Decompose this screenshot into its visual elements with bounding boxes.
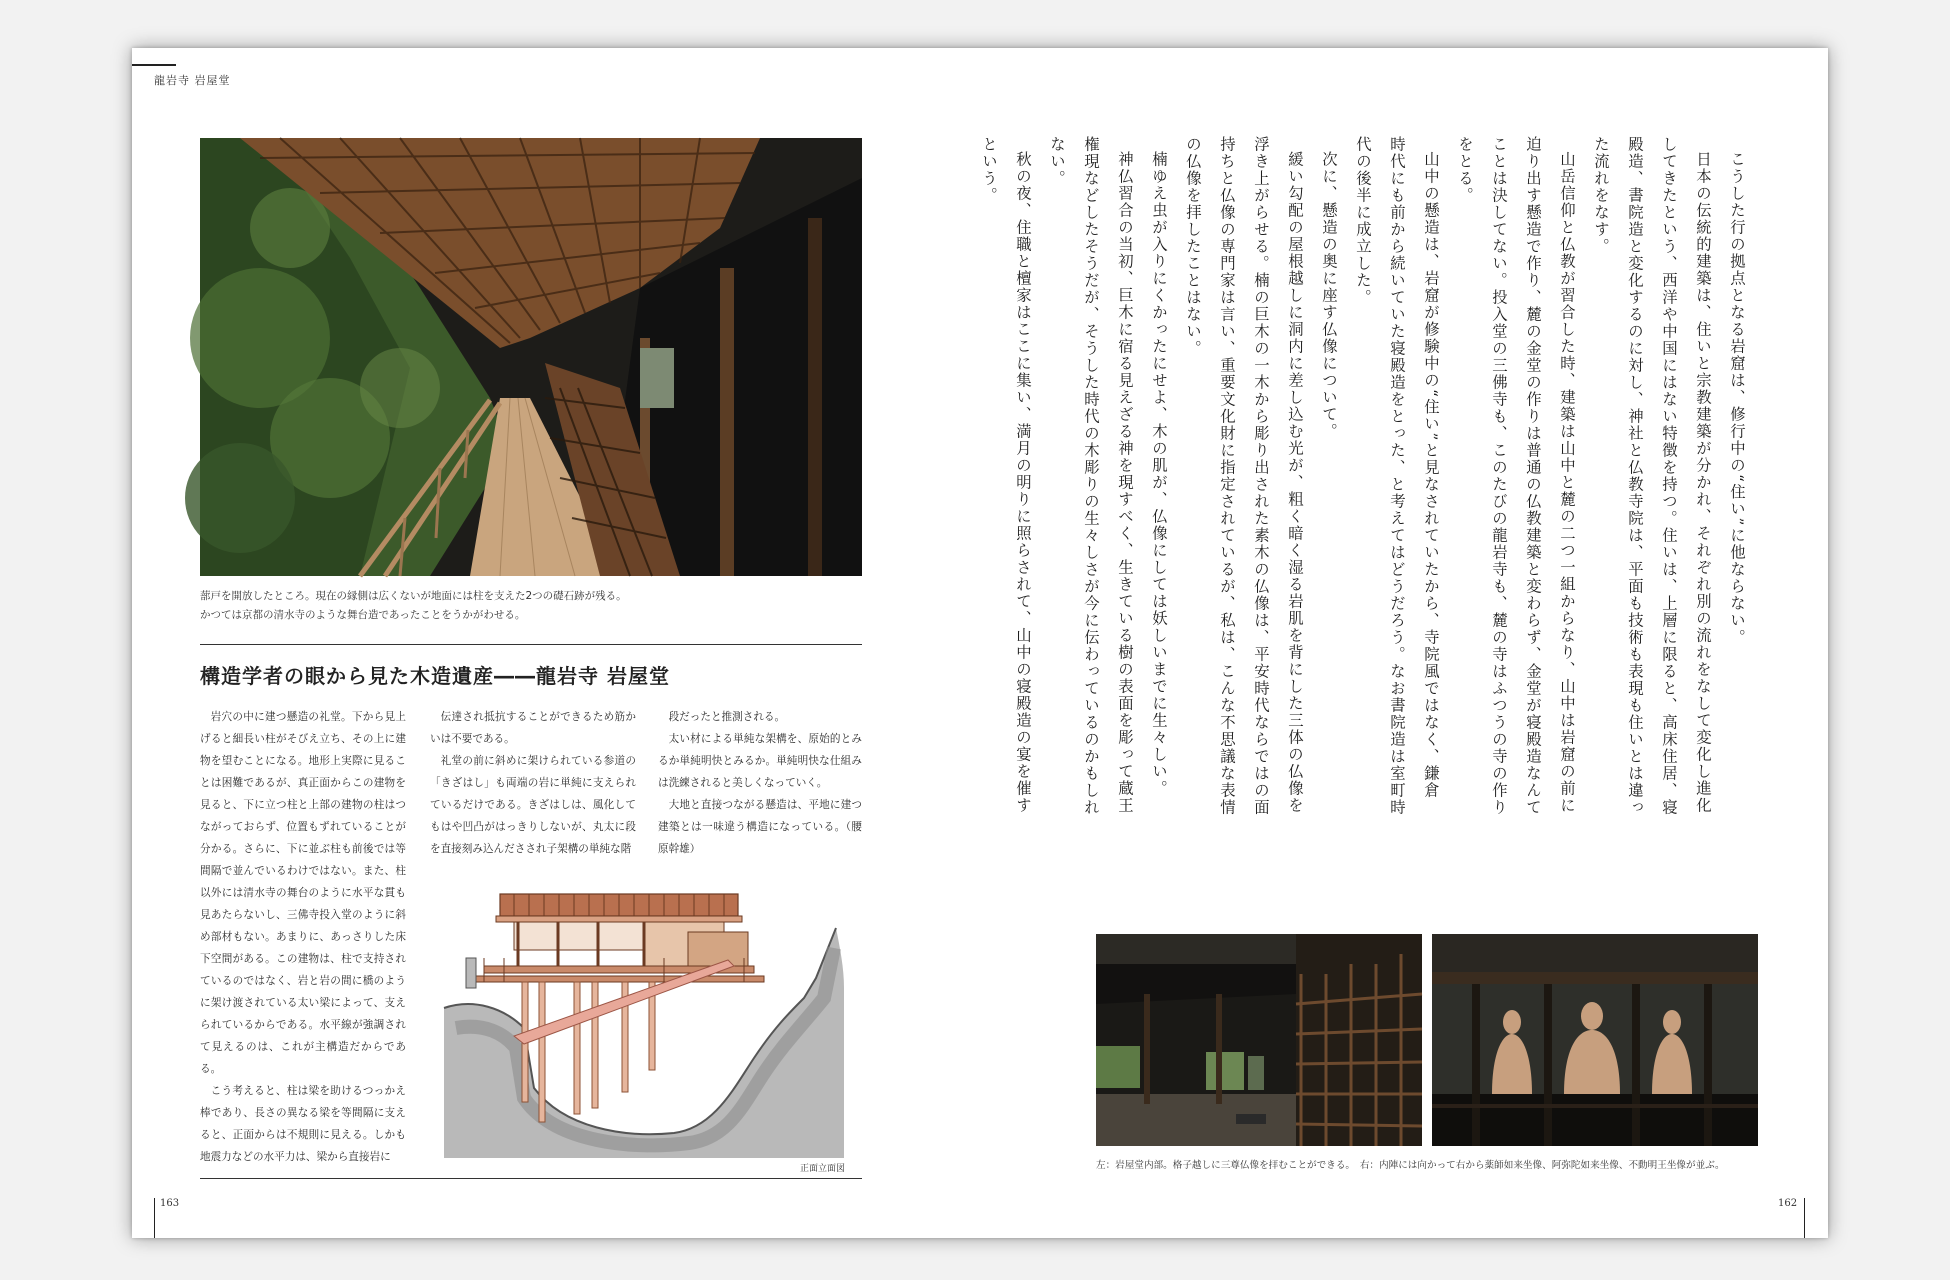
col3-para-2: 太い材による単純な架構を、原始的とみるか単純明快とみるか。単純明快な仕組みは洗練されると美しくなっていく。 bbox=[658, 733, 862, 789]
veranda-photo bbox=[200, 138, 862, 576]
col1-para-1: 岩穴の中に建つ懸造の礼堂。下から見上げると細長い柱がそびえ立ち、その上に建物を望むことになる。地形上実際に見ることは困難であるが、真正面からこの建物を見ると、下に立つ柱と上部の建物の柱はつながっておらず、位置もずれていることが分かる。さらに、下に並ぶ柱も前後では等間隔で並んでいるわけではない。また、柱以外には清水寺の舞台のように水平な貫も見あたらないし、三佛寺投入堂のように斜め部材もない。あまりに、あっさりした床下空間がある。この建物は、柱で支持されているのではなく、岩と岩の間に橋のように架け渡されている太い梁によって、支えられているからである。水平線が強調されて見えるのは、これが主構造だからである。 bbox=[200, 711, 406, 1075]
col2-para-2: 礼堂の前に斜めに架けられている参道の「きざはし」も両端の岩に単純に支えられているだけである。きざはしは、風化してもはや凹凸がはっきりしないが、丸太に段を直接刻み込んださされ子架構の単純な階 bbox=[430, 755, 636, 855]
elevation-diagram bbox=[444, 888, 844, 1158]
left-bottom-rule bbox=[200, 1178, 862, 1179]
magazine-spread bbox=[132, 48, 1828, 1238]
body-column-3 bbox=[658, 706, 862, 860]
vtext-para-8: 神仏習合の当初、巨木に宿る見えざる神を現すべく、生きている樹の表面を彫って蔵王権現などしたそうだが、そうした時代の木彫りの生々しさが今に伝わっているのかもしれない。 bbox=[1048, 136, 1134, 816]
col1-para-2: こう考えると、柱は梁を助けるつっかえ棒であり、長さの異なる梁を等間隔に支えると、正面からは不規則に見える。しかも地震力などの水平力は、梁から直接岩に bbox=[200, 1085, 406, 1163]
left-folio-tick bbox=[154, 1198, 155, 1238]
running-head: 龍岩寺 岩屋堂 bbox=[154, 74, 231, 87]
buddha-statues-photo bbox=[1432, 934, 1758, 1146]
main-photo-caption-line2: かつては京都の清水寺のような舞台造であったことをうかがわせる。 bbox=[200, 609, 526, 621]
body-column-1 bbox=[200, 706, 406, 1186]
vtext-para-5: 次に、懸造の奥に座す仏像について。 bbox=[1320, 151, 1338, 441]
main-photo-caption-line1: 蔀戸を開放したところ。現在の縁側は広くないが地面には柱を支えた2つの礎石跡が残る。 bbox=[200, 590, 627, 602]
vtext-para-4: 山中の懸造は、岩窟が修験中の“住い”と見なされていたから、寺院風ではなく、鎌倉時代にも前から続いていた寝殿造をとった、と考えてはどうだろう。なお書院造は室町時代の後半に成立した。 bbox=[1354, 136, 1440, 816]
col2-para-1: 伝達され抵抗することができるため筋かいは不要である。 bbox=[430, 711, 636, 745]
main-photo-caption bbox=[200, 587, 862, 625]
right-folio-tick bbox=[1804, 1198, 1805, 1238]
running-head-rule bbox=[132, 64, 176, 66]
vtext-para-2: 日本の伝統的建築は、住いと宗教建築が分かれ、それぞれ別の流れをなして変化し進化してきたという、西洋や中国にはない特徴を持つ。住いは、上層に限ると、高床住居、寝殿造、書院造と変化するのに対し、神社と仏教寺院は、平面も技術も表現も住いとは違った流れをなす。 bbox=[1592, 136, 1712, 816]
col3-para-3: 大地と直接つながる懸造は、平地に建つ建築とは一味違う構造になっている。（腰原幹雄） bbox=[658, 799, 862, 855]
vtext-para-7: 楠ゆえ虫が入りにくかったにせよ、木の肌が、仏像にしては妖しいまでに生々しい。 bbox=[1150, 151, 1168, 798]
diagram-label: 正面立面図 bbox=[800, 1164, 846, 1174]
body-column-2 bbox=[430, 706, 636, 860]
vtext-para-6: 緩い勾配の屋根越しに洞内に差し込む光が、粗く暗く湿る岩肌を背にした三体の仏像を浮き上がらせる。楠の巨木の一木から彫り出された素木の仏像は、平安時代ならではの面持ちと仏像の専門家は言い、重要文化財に指定されているが、私は、こんな不思議な表情の仏像を拝したことはない。 bbox=[1184, 136, 1304, 816]
right-folio: 162 bbox=[1778, 1198, 1798, 1209]
col3-para-1: 段だったと推測される。 bbox=[668, 711, 786, 723]
interior-photo bbox=[1096, 934, 1422, 1146]
article-heading: 構造学者の眼から見た木造遺産――龍岩寺 岩屋堂 bbox=[200, 664, 670, 688]
left-folio: 163 bbox=[160, 1198, 180, 1209]
interior-photos-caption: 左：岩屋堂内部。格子越しに三尊仏像を拝むことができる。 右：内陣には向かって右から薬師如来坐像、阿弥陀如来坐像、不動明王坐像が並ぶ。 bbox=[1096, 1160, 1725, 1171]
heading-top-rule bbox=[200, 644, 862, 645]
vtext-para-9: 秋の夜、住職と檀家はここに集い、満月の明りに照らされて、山中の寝殿造の宴を催すという。 bbox=[980, 136, 1032, 815]
vtext-para-3: 山岳信仰と仏教が習合した時、建築は山中と麓の二つ一組からなり、山中は岩窟の前に迫り出す懸造で作り、麓の金堂の作りは普通の仏教建築と変わらず、金堂が寝殿造なんてことは決してない。投入堂の三佛寺も、このたびの龍岩寺も、麓の寺はふつうの寺の作りをとる。 bbox=[1456, 136, 1576, 816]
vtext-para-1: こうした行の拠点となる岩窟は、修行中の“住い”に他ならない。 bbox=[1728, 151, 1746, 647]
vertical-body-text bbox=[980, 136, 1754, 816]
